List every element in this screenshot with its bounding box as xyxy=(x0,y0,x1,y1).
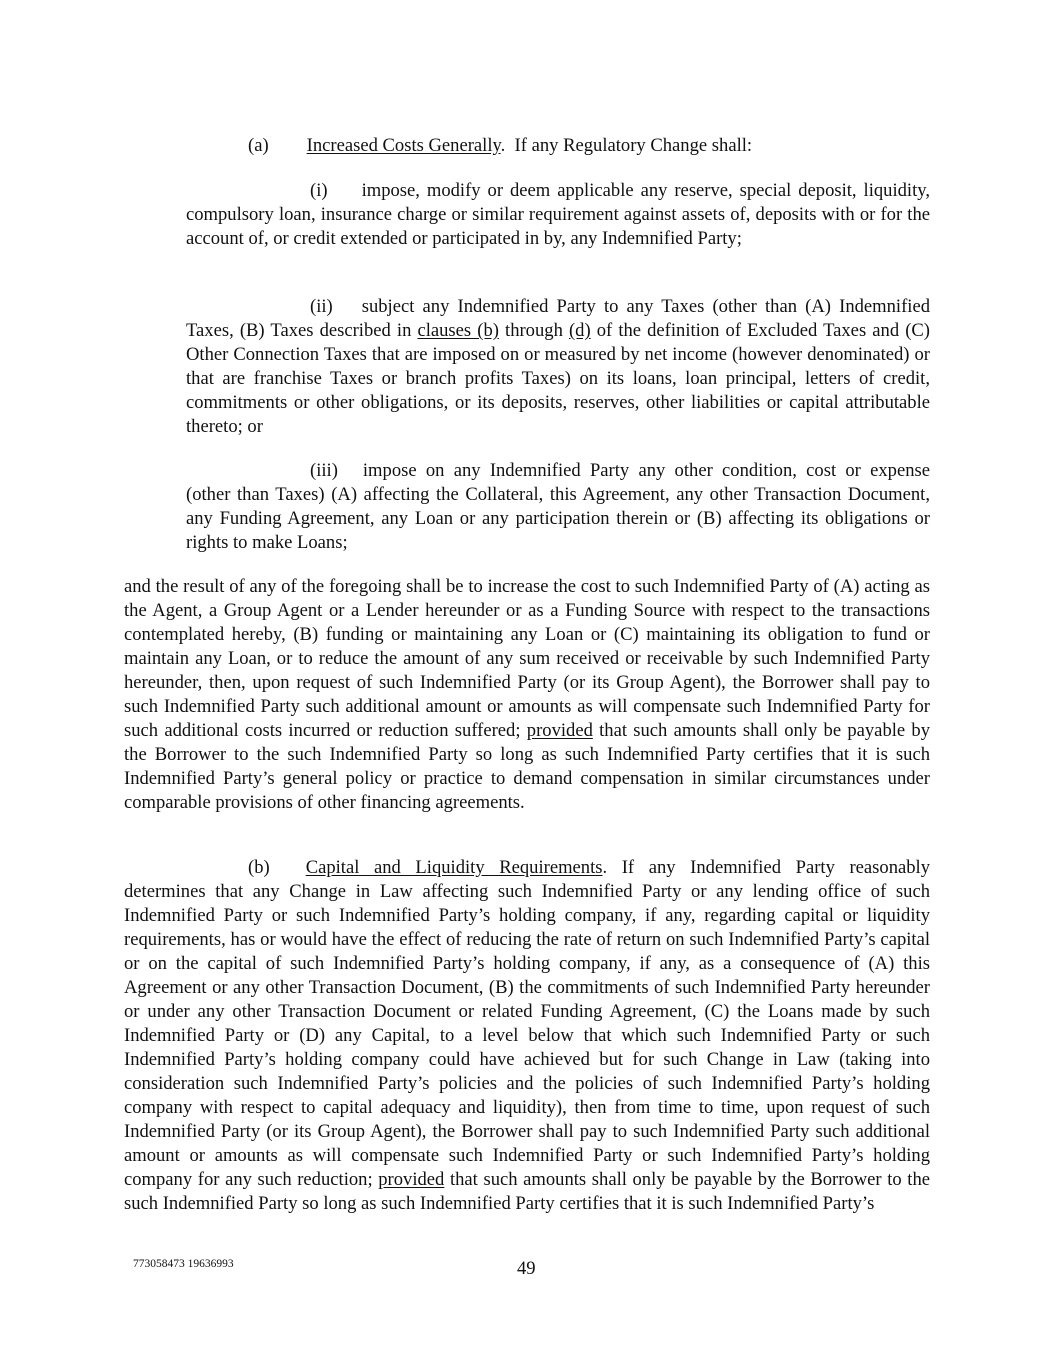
clause-ii-ref-d: (d) xyxy=(568,320,591,341)
clause-i xyxy=(186,179,930,251)
section-b-provided: provided xyxy=(378,1169,445,1190)
section-b-paragraph xyxy=(124,856,930,1216)
section-a-title: Increased Costs Generally xyxy=(306,135,501,156)
section-a-heading-tail: . If any Regulatory Change shall: xyxy=(500,135,753,156)
clause-ii-label: (ii) xyxy=(310,296,333,317)
clause-i-label: (i) xyxy=(310,180,328,201)
result-provided: provided xyxy=(526,720,593,741)
document-id: 773058473 19636993 xyxy=(133,1258,234,1270)
section-b-text-1: . If any Indemnified Party reasonably determines that any Change in Law affecting such Indemnified Party or any lending office of such Indemnified Party or such Indemnified Party’s holding company, if any, regarding capital or liquidity requirements, has or would have the effect of reducing the rate of return on such Indemnified Party’s capital or on the capital of such Indemnified Party’s holding company, if any, as a consequence of (A) this Agreement or any other Transaction Document, (B) the commitments of such Indemnified Party hereunder or under any other Transaction Document or related Funding Agreement, (C) the Loans made by such Indemnified Party or (D) any Capital, to a level below that which such Indemnified Party or such Indemnified Party’s holding company could have achieved but for such Change in Law (taking into consideration such Indemnified Party’s policies and the policies of such Indemnified Party’s holding company with respect to capital adequacy and liquidity), then from time to time, upon request of such Indemnified Party (or its Group Agent), the Borrower shall pay to such Indemnified Party such additional amount or amounts as will compensate such Indemnified Party or such Indemnified Party’s holding company for any such reduction; xyxy=(124,857,930,1190)
clause-iii xyxy=(186,459,930,555)
clause-iii-label: (iii) xyxy=(310,460,338,481)
clause-ii-text-2: through xyxy=(498,320,569,341)
section-a-result-paragraph xyxy=(124,575,930,815)
clause-iii-text: impose on any Indemnified Party any other condition, cost or expense (other than Taxes) (A) affecting the Collateral, this Agreement, any other Transaction Document, any Funding Agreement, any Loan or any participation therein or (B) affecting its obligations or rights to make Loans; xyxy=(186,460,930,553)
clause-ii-ref-clauses-b: clauses (b) xyxy=(417,320,499,341)
section-b-text-2: that such amounts shall only be payable by the Borrower to the such Indemnified Party so long as such Indemnified Party certifies that it is such Indemnified Party’s xyxy=(124,1169,930,1214)
section-a-label: (a) xyxy=(248,135,269,156)
page-number: 49 xyxy=(517,1258,536,1279)
clause-ii-text-3: of the definition of Excluded Taxes and (C) Other Connection Taxes that are imposed on or measured by net income (however denominated) or that are franchise Taxes or branch profits Taxes) on its loans, loan principal, letters of credit, commitments or other obligations, or its deposits, reserves, other liabilities or capital attributable thereto; or xyxy=(186,320,930,437)
result-text-1: and the result of any of the foregoing shall be to increase the cost to such Indemnified Party of (A) acting as the Agent, a Group Agent or a Lender hereunder or as a Funding Source with respect to the transactions contemplated hereby, (B) funding or maintaining any Loan or (C) maintaining its obligation to fund or maintain any Loan, or to reduce the amount of any sum received or receivable by such Indemnified Party hereunder, then, upon request of such Indemnified Party (or its Group Agent), the Borrower shall pay to such Indemnified Party such additional amount or amounts as will compensate such Indemnified Party for such additional costs incurred or reduction suffered; xyxy=(124,576,930,741)
section-b-title: Capital and Liquidity Requirements xyxy=(305,857,603,878)
result-text-2: that such amounts shall only be payable by the Borrower to the such Indemnified Party so long as such Indemnified Party certifies that it is such Indemnified Party’s general policy or practice to demand compensation in similar circumstances under comparable provisions of other financing agreements. xyxy=(124,720,930,813)
section-b-label: (b) xyxy=(248,857,270,878)
clause-ii-text-1: subject any Indemnified Party to any Taxes (other than (A) Indemnified Taxes, (B) Taxes described in xyxy=(186,296,930,341)
section-a-heading xyxy=(248,134,752,158)
clause-i-text: impose, modify or deem applicable any reserve, special deposit, liquidity, compulsory loan, insurance charge or similar requirement against assets of, deposits with or for the account of, or credit extended or participated in by, any Indemnified Party; xyxy=(186,180,930,249)
clause-ii xyxy=(186,295,930,439)
